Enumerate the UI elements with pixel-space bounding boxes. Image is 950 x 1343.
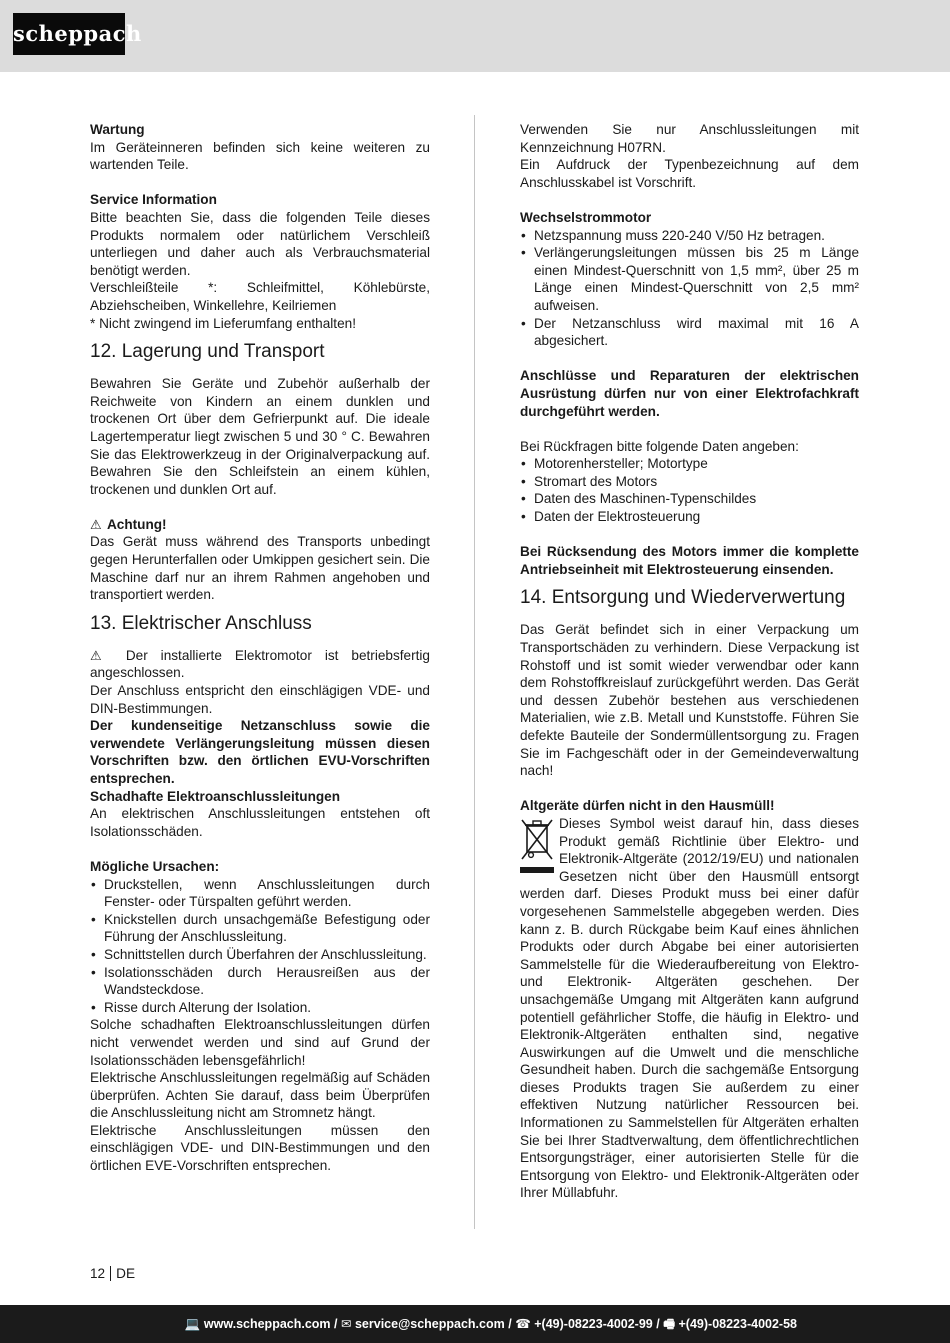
computer-icon: 💻 bbox=[184, 1317, 201, 1331]
list-item: • Der Netzanschluss wird maximal mit 16 A abgesichert. bbox=[520, 315, 859, 350]
right-column bbox=[520, 121, 859, 1202]
footer-contacts bbox=[185, 1305, 797, 1343]
achtung-title: Achtung! bbox=[106, 516, 167, 532]
section-14-heading bbox=[520, 586, 859, 610]
schadhaft-heading: Schadhafte Elektroanschlussleitungen bbox=[90, 788, 341, 804]
warning-icon: ⚠ bbox=[90, 647, 111, 663]
section-14-number: 14. bbox=[520, 587, 547, 609]
list-item: • Risse durch Alterung der Isolation. bbox=[90, 999, 430, 1017]
mail-icon: ✉ bbox=[341, 1317, 352, 1331]
left-column bbox=[90, 121, 430, 1175]
scheppach-logo: scheppach bbox=[13, 13, 125, 55]
footer-separator: / bbox=[508, 1317, 512, 1331]
footer-separator: / bbox=[656, 1317, 660, 1331]
wechselstrom-list bbox=[520, 227, 859, 350]
wartung-heading: Wartung bbox=[90, 122, 145, 137]
ruecksendung-bold: Bei Rücksendung des Motors immer die komplette Antriebseinheit mit Elektrosteuerung einsenden. bbox=[520, 544, 859, 577]
wechselstrom-heading: Wechselstrommotor bbox=[520, 209, 652, 225]
fax-number: +(49)-08223-4002-58 bbox=[678, 1317, 797, 1331]
list-item: • Daten der Elektrosteuerung bbox=[520, 508, 859, 526]
cable-print-text: Ein Aufdruck der Typenbezeichnung auf dem Anschlusskabel ist Vorschrift. bbox=[520, 157, 859, 190]
website-link[interactable]: www.scheppach.com bbox=[203, 1317, 331, 1331]
warning-icon: ⚠ bbox=[90, 516, 102, 532]
achtung-heading bbox=[90, 516, 430, 534]
phone-number[interactable]: +(49)-08223-4002-99 bbox=[534, 1317, 653, 1331]
page-separator bbox=[110, 1266, 111, 1281]
electrician-bold: Anschlüsse und Reparaturen der elektrischen Ausrüstung dürfen nur von einer Elektrofachkraft durchgeführt werden. bbox=[520, 368, 859, 419]
regulations-text: Elektrische Anschlussleitungen müssen den einschlägigen VDE- und DIN-Bestimmungen und den örtlichen EVE-Vorschriften entsprechen. bbox=[90, 1122, 430, 1174]
page-number-value: 12 bbox=[90, 1266, 106, 1281]
list-item: • Druckstellen, wenn Anschlussleitungen durch Fenster- oder Türspalten geführt werden. bbox=[90, 876, 430, 911]
packaging-text: Das Gerät befindet sich in einer Verpackung um Transportschäden zu verhindern. Diese Verpackung ist Rohstoff und ist somit wieder verwendbar oder kann dem Rohstoffkreislauf zurückgeführt werden. Das Gerät und dessen Zubehör bestehen aus verschiedenen Materialien, wie z.B. Metall und Kunststoffe. Führen Sie defekte Bauteile der Sondermüllentsorgung zu. Fragen Sie im Fachgeschäft oder in der Gemeindeverwaltung nach! bbox=[520, 622, 859, 779]
footer-separator: / bbox=[334, 1317, 338, 1331]
scope-note: * Nicht zwingend im Lieferumfang enthalten! bbox=[90, 315, 356, 331]
footer-band bbox=[0, 1305, 950, 1343]
wartung-text: Im Geräteinneren befinden sich keine weiteren zu wartenden Teile. bbox=[90, 139, 430, 173]
page-number bbox=[90, 1266, 135, 1281]
header-band bbox=[0, 0, 950, 72]
section-13-title: Elektrischer Anschluss bbox=[121, 612, 312, 634]
service-heading: Service Information bbox=[90, 192, 217, 208]
transport-text: Das Gerät muss während des Transports unbedingt gegen Herunterfallen oder Umkippen gesichert sein. Die Maschine darf nur an ihrem Rahmen angehoben und transportiert werden. bbox=[90, 534, 430, 603]
service-text: Bitte beachten Sie, dass die folgenden Teile dieses Produkts normalem oder natürlichem Verschleiß unterliegen und daher auch als Verbrauchsmaterial benötigt werden. bbox=[90, 209, 430, 278]
motor-ready-text bbox=[90, 647, 430, 682]
phone-icon: ☎ bbox=[515, 1317, 531, 1331]
page-language: DE bbox=[116, 1266, 136, 1281]
storage-text: Bewahren Sie Geräte und Zubehör außerhalb der Reichweite von Kindern an einem dunklen und trockenen Ort über dem Gefrierpunkt auf. Die ideale Lagertemperatur liegt zwischen 5 und 30 ° C. Bewahren Sie das Elektrowerkzeug in der Originalverpackung auf. Bewahren Sie den Schleifstein an einem kühlen, trockenen und dunklen Ort auf. bbox=[90, 376, 430, 497]
weee-text: Dieses Symbol weist darauf hin, dass dieses Produkt gemäß Richtlinie über Elektro- und Elektronik-Altgeräte (2012/19/EU) und nationalen Gesetzen nicht über den Hausmüll entsorgt werden darf. Dieses Produkt muss bei einer dafür vorgesehenen Sammelstelle abgegeben werden. Dies kann z. B. durch Rückgabe beim Kauf eines ähnlichen Produkts oder durch Abgabe bei einer autorisierten Sammelstelle für die Wiederaufbereitung von Elektro- und Elektronik- Altgeräten geschehen. Der unsachgemäße Umgang mit Altgeräten kann aufgrund potentiell gefährlicher Stoffe, die häufig in Elektro- und Elektronik-Altgeräten enthalten sind, negative Auswirkungen auf die Umwelt und die menschliche Gesundheit haben. Durch die sachgemäße Entsorgung dieses Produkts tragen Sie außerdem zu einer effektiven Nutzung natürlicher Ressourcen bei. Informationen zu Sammelstellen für Altgeräten erhalten Sie bei Ihrer Stadtverwaltung, dem öffentlichrechtlichen Entsorgungsträger, einer autorisierten Stelle für die Entsorgung von Elektro- und Elektronik-Altgeräten oder Ihrer Müllabfuhr. bbox=[520, 815, 859, 1201]
ursachen-heading: Mögliche Ursachen: bbox=[90, 858, 220, 874]
ursachen-list bbox=[90, 876, 430, 1017]
motor-ready-label: Der installierte Elektromotor ist betriebsfertig angeschlossen. bbox=[90, 647, 430, 681]
section-13-number: 13. bbox=[90, 612, 117, 634]
altgeraete-heading: Altgeräte dürfen nicht in den Hausmüll! bbox=[520, 798, 775, 814]
section-12-heading bbox=[90, 340, 430, 364]
section-14-title: Entsorgung und Wiederverwertung bbox=[551, 587, 846, 609]
daten-list bbox=[520, 455, 859, 525]
list-item: • Daten des Maschinen-Typenschildes bbox=[520, 490, 859, 508]
section-12-number: 12. bbox=[90, 341, 117, 363]
vde-text: Der Anschluss entspricht den einschlägigen VDE- und DIN-Bestimmungen. bbox=[90, 683, 430, 716]
weee-block bbox=[520, 815, 859, 1202]
list-item: • Verlängerungsleitungen müssen bis 25 m Länge einen Mindest-Querschnitt von 1,5 mm², über 25 m Länge einen Mindest-Querschnitt von 2,5 mm² aufweisen. bbox=[520, 244, 859, 314]
section-12-title: Lagerung und Transport bbox=[121, 341, 325, 363]
list-item: • Isolationsschäden durch Herausreißen aus der Wandsteckdose. bbox=[90, 964, 430, 999]
danger-text: Solche schadhaften Elektroanschlussleitungen dürfen nicht verwendet werden und sind auf Grund der Isolationsschäden lebensgefährlich! bbox=[90, 1017, 430, 1068]
column-divider bbox=[474, 115, 475, 1229]
email-link[interactable]: service@scheppach.com bbox=[354, 1317, 505, 1331]
schadhaft-text: An elektrischen Anschlussleitungen entstehen oft Isolationsschäden. bbox=[90, 806, 430, 839]
crossed-out-wheelie-bin-icon bbox=[520, 817, 554, 877]
list-item: • Stromart des Motors bbox=[520, 473, 859, 491]
check-text: Elektrische Anschlussleitungen regelmäßig auf Schäden überprüfen. Achten Sie darauf, dass beim Überprüfen die Anschlussleitung nicht am Stromnetz hängt. bbox=[90, 1070, 430, 1121]
rueckfragen-text: Bei Rückfragen bitte folgende Daten angeben: bbox=[520, 438, 799, 454]
section-13-heading bbox=[90, 612, 430, 636]
list-item: • Motorenhersteller; Motortype bbox=[520, 455, 859, 473]
list-item: • Netzspannung muss 220-240 V/50 Hz betragen. bbox=[520, 227, 859, 245]
network-connection-bold: Der kundenseitige Netzanschluss sowie die verwendete Verlängerungsleitung müssen diesen Vorschriften bzw. den örtlichen EVU-Vorschriften entsprechen. bbox=[90, 718, 430, 786]
list-item: • Schnittstellen durch Überfahren der Anschlussleitung. bbox=[90, 946, 430, 964]
cable-type-text: Verwenden Sie nur Anschlussleitungen mit Kennzeichnung H07RN. bbox=[520, 122, 859, 155]
wear-parts-text: Verschleißteile *: Schleifmittel, Köhlebürste, Abziehscheiben, Winkellehre, Keilriemen bbox=[90, 280, 430, 313]
fax-icon: 🖷 bbox=[663, 1317, 676, 1331]
list-item: • Knickstellen durch unsachgemäße Befestigung oder Führung der Anschlussleitung. bbox=[90, 911, 430, 946]
